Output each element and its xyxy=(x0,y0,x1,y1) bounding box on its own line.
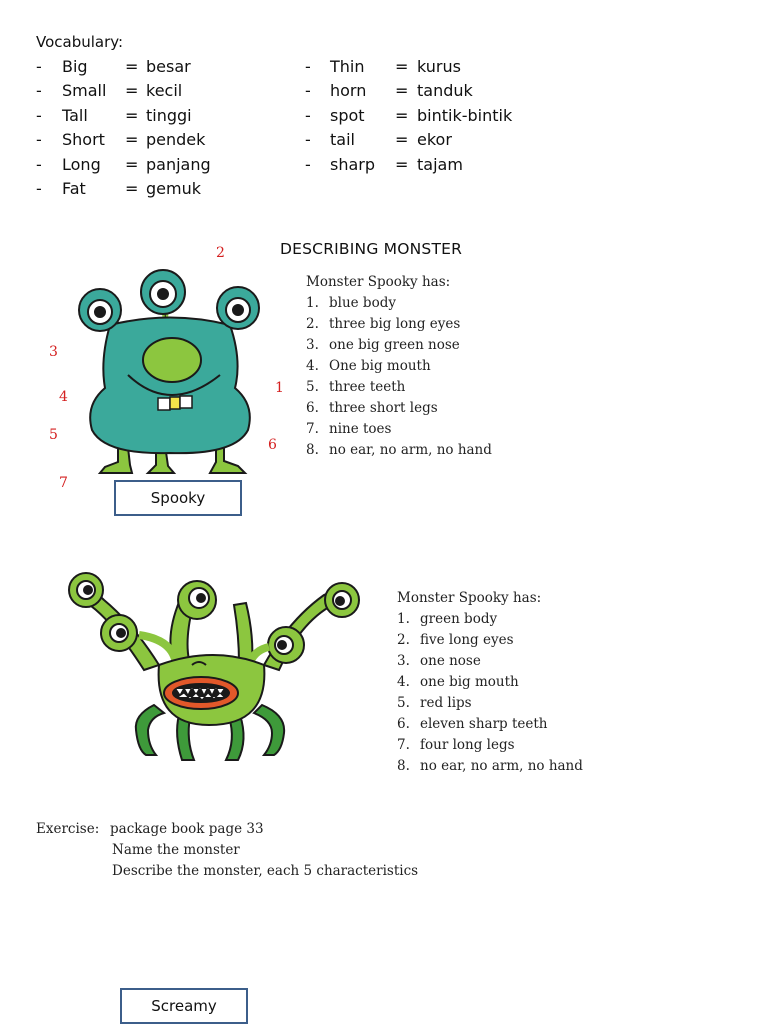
list-number: 6. xyxy=(397,716,410,732)
vocab-dash: - xyxy=(36,130,42,149)
vocab-row xyxy=(305,55,565,79)
vocab-dash: - xyxy=(36,179,42,198)
vocab-dash: - xyxy=(36,57,42,76)
list-text: green body xyxy=(420,611,498,627)
list-title: Monster Spooky has: xyxy=(306,274,451,290)
vocab-equals: = xyxy=(395,130,409,149)
vocab-malay: besar xyxy=(146,57,191,76)
vocab-malay: pendek xyxy=(146,130,206,149)
spooky-name-box: Spooky xyxy=(114,480,242,516)
label-number: 7 xyxy=(59,475,68,491)
list-text: no ear, no arm, no hand xyxy=(329,442,492,458)
vocab-english: Thin xyxy=(330,57,365,76)
vocab-equals: = xyxy=(125,130,139,149)
list-number: 4. xyxy=(306,358,319,374)
list-text: red lips xyxy=(420,695,472,711)
vocab-equals: = xyxy=(395,106,409,125)
vocab-dash: - xyxy=(36,155,42,174)
vocab-english: Big xyxy=(62,57,88,76)
list-text: no ear, no arm, no hand xyxy=(420,758,583,774)
vocab-dash: - xyxy=(36,106,42,125)
vocab-malay: tinggi xyxy=(146,106,192,125)
vocab-equals: = xyxy=(125,81,139,100)
list-number: 8. xyxy=(306,442,319,458)
vocab-malay: bintik-bintik xyxy=(417,106,513,125)
vocab-equals: = xyxy=(395,155,409,174)
list-text: five long eyes xyxy=(420,632,514,648)
list-number: 3. xyxy=(306,337,319,353)
vocab-dash: - xyxy=(305,130,311,149)
vocab-row xyxy=(36,177,276,201)
list-text: blue body xyxy=(329,295,396,311)
exercise-line: package book page 33 xyxy=(110,821,264,837)
vocab-equals: = xyxy=(125,57,139,76)
vocab-english: Tall xyxy=(62,106,88,125)
vocabulary-title: Vocabulary: xyxy=(36,33,124,51)
label-number: 2 xyxy=(216,245,225,261)
list-text: three short legs xyxy=(329,400,438,416)
list-text: one nose xyxy=(420,653,481,669)
vocab-equals: = xyxy=(125,155,139,174)
vocab-english: Long xyxy=(62,155,101,174)
list-text: One big mouth xyxy=(329,358,431,374)
vocab-row xyxy=(36,104,276,128)
list-number: 5. xyxy=(306,379,319,395)
list-text: nine toes xyxy=(329,421,392,437)
vocab-row xyxy=(305,153,565,177)
list-number: 2. xyxy=(397,632,410,648)
list-text: three big long eyes xyxy=(329,316,461,332)
vocab-english: spot xyxy=(330,106,365,125)
vocab-row xyxy=(36,55,276,79)
list-number: 2. xyxy=(306,316,319,332)
label-number: 6 xyxy=(268,437,277,453)
vocab-equals: = xyxy=(395,81,409,100)
vocab-dash: - xyxy=(36,81,42,100)
list-number: 5. xyxy=(397,695,410,711)
label-number: 5 xyxy=(49,427,58,443)
list-text: eleven sharp teeth xyxy=(420,716,548,732)
vocab-row xyxy=(305,104,565,128)
list-number: 1. xyxy=(306,295,319,311)
vocab-malay: panjang xyxy=(146,155,211,174)
vocab-malay: kecil xyxy=(146,81,183,100)
vocab-dash: - xyxy=(305,81,311,100)
screamy-monster-illustration xyxy=(64,565,360,765)
exercise-line: Name the monster xyxy=(112,842,240,858)
vocab-english: tail xyxy=(330,130,355,149)
section-heading: DESCRIBING MONSTER xyxy=(280,240,463,258)
list-text: three teeth xyxy=(329,379,406,395)
label-number: 1 xyxy=(275,380,284,396)
spooky-monster-illustration xyxy=(70,270,270,485)
vocab-row xyxy=(36,79,276,103)
vocab-malay: kurus xyxy=(417,57,461,76)
list-title: Monster Spooky has: xyxy=(397,590,542,606)
list-text: one big green nose xyxy=(329,337,460,353)
vocab-english: Small xyxy=(62,81,107,100)
list-number: 6. xyxy=(306,400,319,416)
vocab-equals: = xyxy=(125,179,139,198)
vocab-equals: = xyxy=(125,106,139,125)
vocab-row xyxy=(305,79,565,103)
list-text: one big mouth xyxy=(420,674,519,690)
vocab-english: Short xyxy=(62,130,105,149)
vocab-malay: tajam xyxy=(417,155,463,174)
exercise-line: Describe the monster, each 5 characteristics xyxy=(112,863,419,879)
exercise-label: Exercise: xyxy=(36,821,100,837)
vocab-row xyxy=(36,128,276,152)
vocab-dash: - xyxy=(305,57,311,76)
list-number: 1. xyxy=(397,611,410,627)
vocab-dash: - xyxy=(305,155,311,174)
vocab-row xyxy=(305,128,565,152)
list-number: 7. xyxy=(306,421,319,437)
vocab-english: Fat xyxy=(62,179,86,198)
list-number: 4. xyxy=(397,674,410,690)
vocab-equals: = xyxy=(395,57,409,76)
vocab-english: sharp xyxy=(330,155,376,174)
screamy-name-box: Screamy xyxy=(120,988,248,1024)
label-number: 4 xyxy=(59,389,68,405)
list-number: 3. xyxy=(397,653,410,669)
vocab-dash: - xyxy=(305,106,311,125)
vocab-malay: tanduk xyxy=(417,81,473,100)
vocab-english: horn xyxy=(330,81,367,100)
vocab-malay: gemuk xyxy=(146,179,201,198)
vocab-malay: ekor xyxy=(417,130,452,149)
list-number: 7. xyxy=(397,737,410,753)
label-number: 3 xyxy=(49,344,58,360)
list-number: 8. xyxy=(397,758,410,774)
list-text: four long legs xyxy=(420,737,515,753)
vocab-row xyxy=(36,153,276,177)
